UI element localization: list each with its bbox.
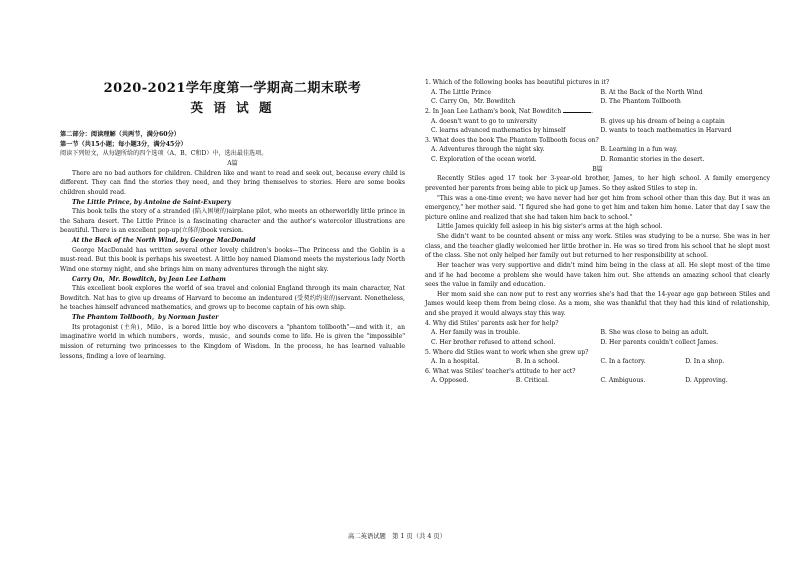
question-options [425, 328, 770, 347]
option: B. gives up his dream of being a captain [600, 117, 725, 125]
option: A. Adventures through the night sky. [431, 146, 545, 154]
book-description: George MacDonald has written several other lovely children's books—The Princess and the Goblin is a must-read. But this book is perhaps his sweetest. A little boy named Diamond meets the mysterious lady North Wind one stormy night, and she brings him on many adventures through the night sky. [60, 246, 405, 273]
option: B. At the Back of the North Wind [600, 88, 703, 96]
option: B. In a school. [515, 358, 560, 366]
option: D. In a shop. [685, 358, 725, 366]
option: A. Opposed. [431, 377, 469, 385]
option: D. Romantic stories in the desert. [600, 156, 705, 163]
page-footer: 高二英语试题 第 1 页（共 4 页） [348, 533, 446, 540]
question-stem-end: . [591, 107, 593, 115]
option: B. She was close to being an adult. [600, 329, 709, 337]
option: D. The Phantom Tollbooth [600, 98, 681, 106]
passage-b-paragraph: Recently Stiles aged 17 took her 3-year-old brother, James, to her high school. A family emergency prevented her parents from being able to pick up James. So they asked Stiles to step in. [425, 175, 770, 192]
passage-b-paragraph: She didn't want to be counted absent or miss any work. Stiles was studying to be a nurse. She was in her class, and the teacher gladly welcomed her little brother in. He was so tired from his school that he slept most of the class. She not only helped her family out but returned to her responsibility at school. [425, 233, 770, 260]
book-heading: Carry On，Mr. Bowditch, by Jean Lee Latham [72, 275, 226, 283]
book-description: Its protagonist (主角)，Milo，is a bored little boy who discovers a "phantom tollbooth"—and with it，an imaginative world in which numbers，words，music，and sounds come to life. He is given the "impossible" mission of returning two princesses to the Kingdom of Wisdom. In the process, he has learned valuable lessons, finding a love of learning. [60, 323, 405, 360]
instruction-text: 阅读下列短文，从每题所给的四个选项（A、B、C和D）中，选出最佳选项。 [60, 150, 268, 158]
option: A. doesn't want to go to university [431, 117, 538, 125]
passage-b-paragraph: Little James quickly fell asleep in his big sister's arms at the high school. [437, 223, 663, 231]
book-description: This book tells the story of a stranded (陷入困境的)airplane pilot, who meets an otherworldly little prince in the Sahara desert. The Little Prince is a fascinating character and the author's watercolor illustrations are beautiful. There is an excellent pop-up(立体的)book version. [60, 208, 405, 235]
passage-a-label: A篇 [227, 160, 238, 168]
question-stem: 6. What was Stiles' teacher's attitude to her act? [425, 367, 576, 375]
part-heading: 第二部分：阅读理解（共两节，满分60分） [60, 130, 180, 138]
question-options [425, 376, 770, 386]
question-stem: 3. What does the book The Phantom Tollbooth focus on? [425, 136, 599, 144]
passage-b-paragraph: Her mom said she can now put to rest any worries she's had that the 14-year age gap between Stiles and James would keep them from being close. As a mom, she was thankful that they had this kind of relationship, and she prayed it would always stay this way. [425, 290, 770, 317]
option: D. Her parents couldn't collect James. [600, 338, 719, 346]
question-stem: 4. Why did Stiles' parents ask her for help? [425, 319, 559, 327]
option: C. Carry On，Mr. Bowditch [431, 98, 516, 106]
question-options [425, 357, 770, 367]
section-heading: 第一节（共15小题；每小题3分，满分45分） [60, 140, 187, 148]
question-options [425, 145, 770, 164]
option: C. learns advanced mathematics by himself [431, 127, 566, 135]
exam-subject: 英 语 试 题 [190, 99, 275, 115]
question-stem: 5. Where did Stiles want to work when she grew up? [425, 348, 589, 356]
book-heading: The Phantom Tollbooth，by Norman Juster [72, 314, 219, 322]
answer-blank [563, 107, 591, 113]
option: A. In a hospital. [431, 358, 480, 366]
option: A. The Little Prince [431, 88, 492, 96]
book-heading: The Little Prince, by Antoine de Saint-Exupery [72, 198, 231, 206]
left-column [60, 76, 405, 361]
book-heading: At the Back of the North Wind, by George MacDonald [72, 237, 256, 245]
passage-a-intro: There are no bad authors for children. Children like and want to read and seek out, because every child is different. They can find the stories they need, and they bring themselves to stories. Here are some books children should read. [60, 169, 405, 196]
option: C. In a factory. [600, 358, 646, 366]
book-description: This excellent book explores the world of sea travel and colonial England through its main character, Nat Bowditch. Nat has to give up dreams of Harvard to become an indentured (受契约约束的)servant. Nonetheless, he teaches himself advanced mathematics, and grows up to become captain of his own ship. [60, 285, 405, 312]
option: C. Ambiguous. [600, 377, 646, 385]
option: A. Her family was in trouble. [431, 329, 521, 337]
option: B. Learning in a fun way. [600, 146, 678, 154]
question-options [425, 117, 770, 136]
passage-b-paragraph: "This was a one-time event; we have never had her get him from school other than this day. But it was an emergency," her mother said. "I figured she had gone to get him and taken him home. Later that day I saw the picture online and realized that she had taken him back to school." [425, 194, 770, 221]
question-stem-text: 2. In Jean Lee Latham's book, Nat Bowditch [425, 107, 562, 115]
passage-b-paragraph: Her teacher was very supportive and didn't mind him being in the class at all. He slept most of the time and if he had become a problem she would have taken him out. She attends an amazing school that clearly sees the value in family and education. [425, 261, 770, 289]
passage-b-label: B篇 [592, 165, 603, 173]
option: D. wants to teach mathematics in Harvard [600, 127, 732, 135]
option: B. Critical. [515, 377, 549, 385]
option: C. Exploration of the ocean world. [431, 156, 537, 163]
option: D. Approving. [685, 377, 728, 385]
exam-title: 2020-2021学年度第一学期高二期末联考 [103, 81, 362, 96]
question-stem [425, 107, 770, 117]
question-options [425, 88, 770, 107]
option: C. Her brother refused to attend school. [431, 338, 556, 346]
question-stem: 1. Which of the following books has beautiful pictures in it? [425, 79, 610, 86]
right-column [425, 78, 770, 386]
